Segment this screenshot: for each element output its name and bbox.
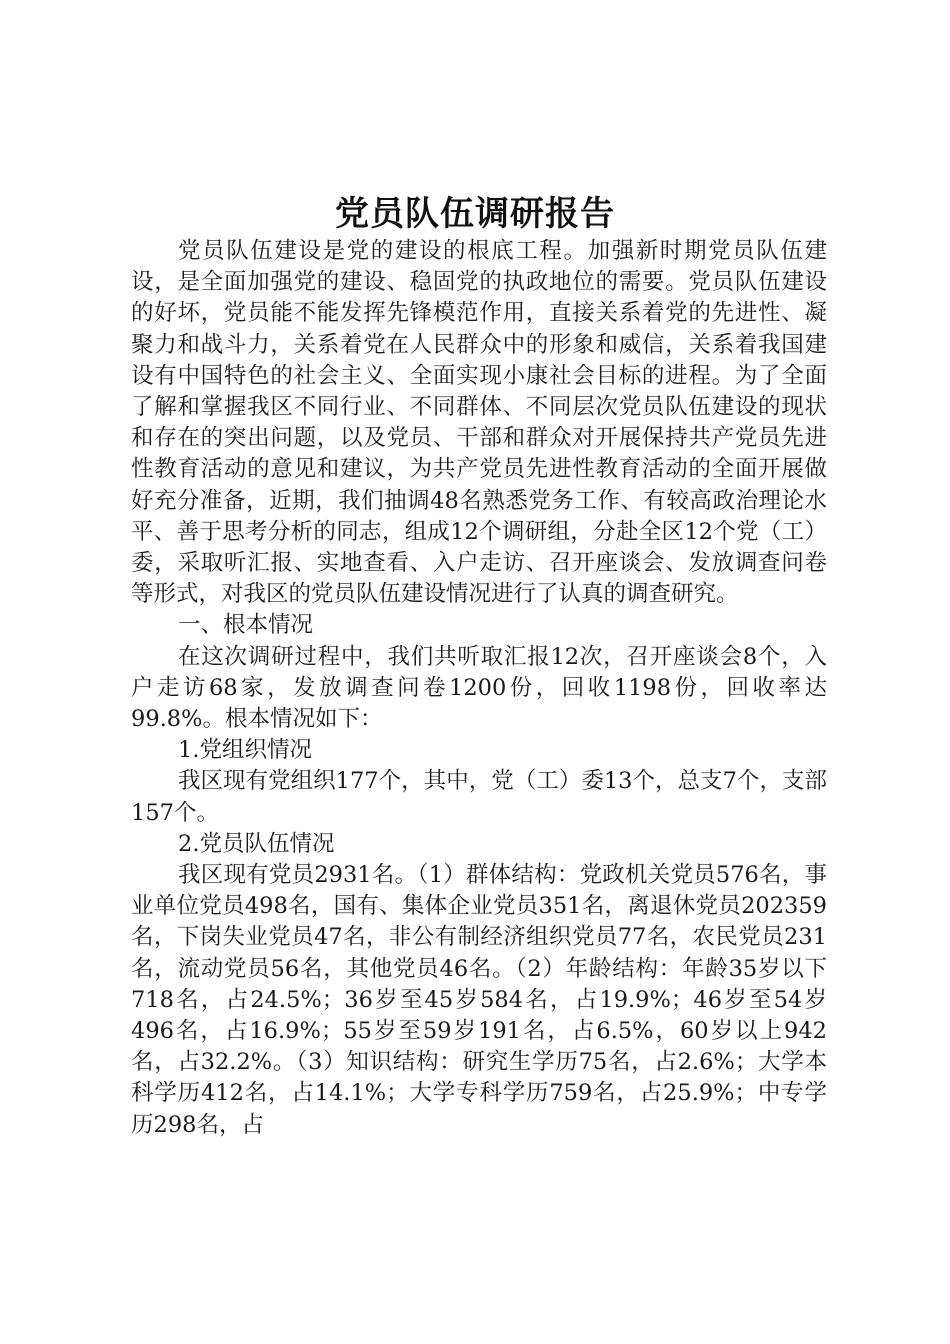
- document-body: [131, 236, 827, 1141]
- party-members-paragraph: 我区现有党员2931名。（1）群体结构：党政机关党员576名，事业单位党员498名，国有、集体企业党员351名，离退休党员202359名，下岗失业党员47名，非公有制经济组织党员77名，农民党员231名，流动党员56名，其他党员46名。（2）年龄结构：年龄35岁以下718名，占24.5%；36岁至45岁584名，占19.9%；46岁至54岁496名，占16.9%；55岁至59岁191名，占6.5%，60岁以上942名，占32.2%。（3）知识结构：研究生学历75名，占2.6%；大学本科学历412名，占14.1%；大学专科学历759名，占25.9%；中专学历298名，占: [131, 862, 827, 1138]
- party-organization-paragraph: 我区现有党组织177个，其中，党（工）委13个，总支7个，支部157个。: [131, 768, 827, 826]
- intro-paragraph: 党员队伍建设是党的建设的根底工程。加强新时期党员队伍建设，是全面加强党的建设、稳固党的执政地位的需要。党员队伍建设的好坏，党员能不能发挥先锋模范作用，直接关系着党的先进性、凝聚力和战斗力，关系着党在人民群众中的形象和威信，关系着我国建设有中国特色的社会主义、全面实现小康社会目标的进程。为了全面了解和掌握我区不同行业、不同群体、不同层次党员队伍建设的现状和存在的突出问题，以及党员、干部和群众对开展保持共产党员先进性教育活动的意见和建议，为共产党员先进性教育活动的全面开展做好充分准备，近期，我们抽调48名熟悉党务工作、有较高政治理论水平、善于思考分析的同志，组成12个调研组，分赴全区12个党（工）委，采取听汇报、实地查看、入户走访、召开座谈会、发放调查问卷等形式，对我区的党员队伍建设情况进行了认真的调查研究。: [131, 238, 827, 608]
- subheading-party-organization: 1.党组织情况: [178, 737, 312, 764]
- subheading-party-members: 2.党员队伍情况: [178, 830, 335, 857]
- survey-paragraph: 在这次调研过程中，我们共听取汇报12次，召开座谈会8个，入户走访68家，发放调查问卷1200份，回收1198份，回收率达99.8%。根本情况如下：: [131, 643, 827, 733]
- section-heading-basic-situation: 一、根本情况: [178, 612, 314, 639]
- document-title: 党员队伍调研报告: [335, 194, 615, 234]
